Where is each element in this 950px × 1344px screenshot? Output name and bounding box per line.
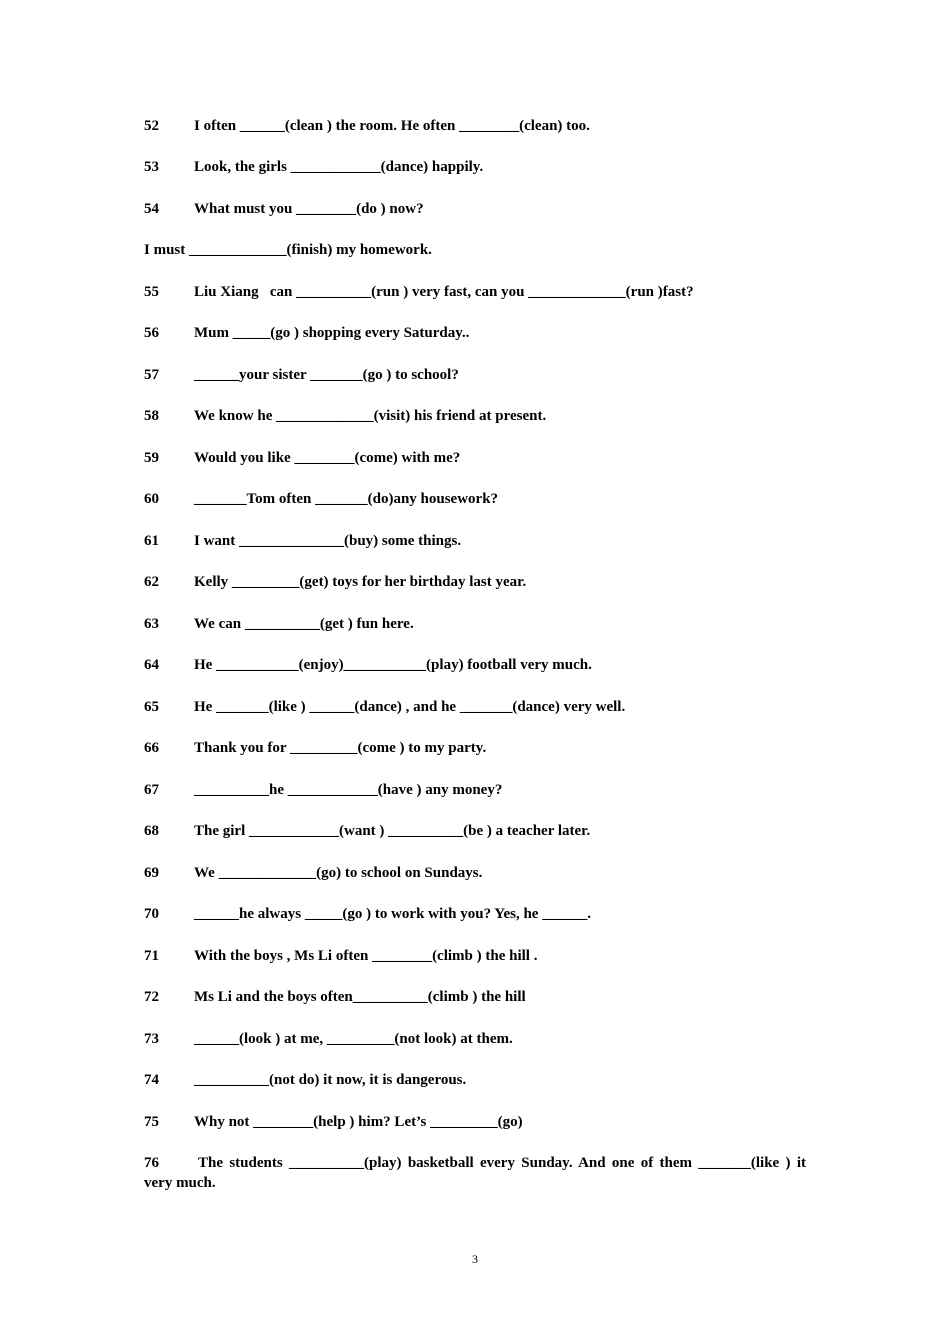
exercise-64 xyxy=(144,656,592,674)
exercise-58 xyxy=(144,407,546,425)
exercise-number: 56 xyxy=(144,325,159,341)
exercise-number: 74 xyxy=(144,1072,159,1088)
exercise-text: I often ______(clean ) the room. He often ________(clean) too. xyxy=(194,118,590,134)
exercise-73 xyxy=(144,1030,513,1048)
exercise-number: 71 xyxy=(144,948,159,964)
exercise-text: Would you like ________(come) with me? xyxy=(194,450,461,466)
exercise-number: 61 xyxy=(144,533,159,549)
exercise-number: 62 xyxy=(144,574,159,590)
exercise-text: The students __________(play) basketball every Sunday. And one of them _______(like ) it very much. xyxy=(144,1155,806,1191)
exercise-number: 73 xyxy=(144,1031,159,1047)
exercise-66 xyxy=(144,739,486,757)
exercise-74 xyxy=(144,1071,466,1089)
exercise-number: 67 xyxy=(144,782,159,798)
exercise-number: 58 xyxy=(144,408,159,424)
exercise-text: Why not ________(help ) him? Let’s _________(go) xyxy=(194,1114,523,1130)
exercise-text: He _______(like ) ______(dance) , and he _______(dance) very well. xyxy=(194,699,626,715)
page-number: 3 xyxy=(472,1252,478,1266)
exercise-number: 75 xyxy=(144,1114,159,1130)
exercise-62 xyxy=(144,573,526,591)
exercise-56 xyxy=(144,324,469,342)
exercise-text: Thank you for _________(come ) to my party. xyxy=(194,740,487,756)
exercise-number: 64 xyxy=(144,657,159,673)
exercise-number: 65 xyxy=(144,699,159,715)
exercise-71 xyxy=(144,947,537,965)
exercise-70 xyxy=(144,905,591,923)
exercise-number: 55 xyxy=(144,284,159,300)
exercise-text: ______your sister _______(go ) to school? xyxy=(194,367,459,383)
exercise-76 xyxy=(144,1153,806,1193)
exercise-59 xyxy=(144,449,460,467)
exercise-text: ______he always _____(go ) to work with you? Yes, he ______. xyxy=(194,906,591,922)
exercise-number: 70 xyxy=(144,906,159,922)
exercise-number: 52 xyxy=(144,118,159,134)
exercise-text: Kelly _________(get) toys for her birthday last year. xyxy=(194,574,527,590)
exercise-text: What must you ________(do ) now? xyxy=(194,201,424,217)
exercise-number: 53 xyxy=(144,159,159,175)
exercise-number: 68 xyxy=(144,823,159,839)
exercise-text: I want ______________(buy) some things. xyxy=(194,533,462,549)
exercise-54 xyxy=(144,200,424,218)
exercise-number: 66 xyxy=(144,740,159,756)
exercise-text: He ___________(enjoy)___________(play) football very much. xyxy=(194,657,592,673)
exercise-67 xyxy=(144,781,502,799)
exercise-text: Ms Li and the boys often__________(climb ) the hill xyxy=(194,989,526,1005)
exercise-number: 69 xyxy=(144,865,159,881)
exercise-number: 76 xyxy=(144,1155,159,1171)
exercise-63 xyxy=(144,615,414,633)
exercise-53 xyxy=(144,158,483,176)
exercise-number: 57 xyxy=(144,367,159,383)
exercise-55 xyxy=(144,283,694,301)
exercise-text: We know he _____________(visit) his friend at present. xyxy=(194,408,547,424)
exercise-number: 63 xyxy=(144,616,159,632)
exercise-number: 72 xyxy=(144,989,159,1005)
exercise-text: ______(look ) at me, _________(not look) at them. xyxy=(194,1031,513,1047)
exercise-69 xyxy=(144,864,482,882)
exercise-52 xyxy=(144,117,590,135)
exercise-number: 59 xyxy=(144,450,159,466)
exercise-text: We can __________(get ) fun here. xyxy=(194,616,414,632)
exercise-text: __________he ____________(have ) any money? xyxy=(194,782,503,798)
exercise-text: We _____________(go) to school on Sundays. xyxy=(194,865,483,881)
exercise-number: 54 xyxy=(144,201,159,217)
exercise-number: 60 xyxy=(144,491,159,507)
exercise-text: __________(not do) it now, it is dangerous. xyxy=(194,1072,467,1088)
exercise-61 xyxy=(144,532,461,550)
exercise-text: _______Tom often _______(do)any housework? xyxy=(194,491,499,507)
exercise-text: The girl ____________(want ) __________(be ) a teacher later. xyxy=(194,823,591,839)
exercise-57 xyxy=(144,366,459,384)
exercise-54-answer-line xyxy=(144,241,432,259)
exercise-75 xyxy=(144,1113,523,1131)
exercise-text: Mum _____(go ) shopping every Saturday.. xyxy=(194,325,470,341)
exercise-text: Look, the girls ____________(dance) happily. xyxy=(194,159,484,175)
exercise-72 xyxy=(144,988,526,1006)
exercise-text: Liu Xiang can __________(run ) very fast, can you _____________(run )fast? xyxy=(194,284,694,300)
exercise-text: With the boys , Ms Li often ________(climb ) the hill . xyxy=(194,948,538,964)
exercise-text: I must _____________(finish) my homework. xyxy=(144,242,432,258)
exercise-68 xyxy=(144,822,590,840)
exercise-65 xyxy=(144,698,625,716)
exercise-60 xyxy=(144,490,498,508)
